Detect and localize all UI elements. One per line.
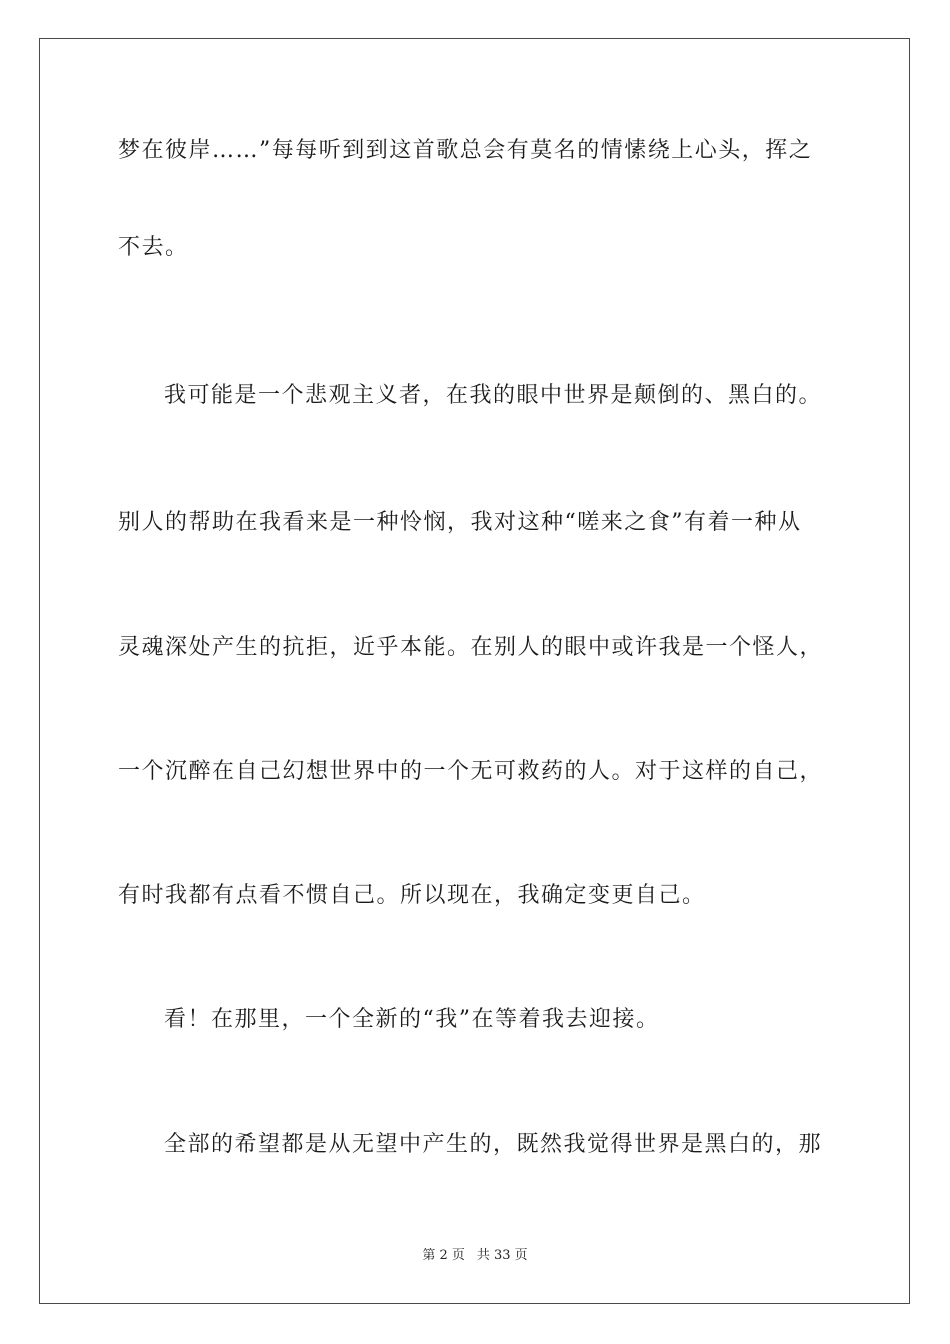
page-footer [0, 1247, 950, 1265]
paragraph-start-line: 全部的希望都是从无望中产生的，既然我觉得世界是黑白的，那 [164, 1132, 823, 1157]
text-line: 灵魂深处产生的抗拒，近乎本能。在别人的眼中或许我是一个怪人， [118, 635, 824, 660]
text-line: 别人的帮助在我看来是一种怜悯，我对这种“嗟来之食”有着一种从 [118, 510, 802, 535]
page-number: 第 2 页 [422, 1248, 465, 1263]
paragraph-start-line: 看！在那里，一个全新的“我”在等着我去迎接。 [164, 1007, 660, 1032]
page-total: 共 33 页 [476, 1248, 528, 1263]
text-line: 有时我都有点看不惯自己。所以现在，我确定变更自己。 [118, 883, 706, 908]
text-line: 梦在彼岸……”每每听到到这首歌总会有莫名的情愫绕上心头，挥之 [118, 138, 813, 163]
page-border [39, 38, 910, 1304]
text-line: 一个沉醉在自己幻想世界中的一个无可救药的人。对于这样的自己， [118, 759, 824, 784]
text-line: 不去。 [118, 235, 189, 260]
paragraph-start-line: 我可能是一个悲观主义者，在我的眼中世界是颠倒的、黑白的。 [164, 383, 823, 408]
